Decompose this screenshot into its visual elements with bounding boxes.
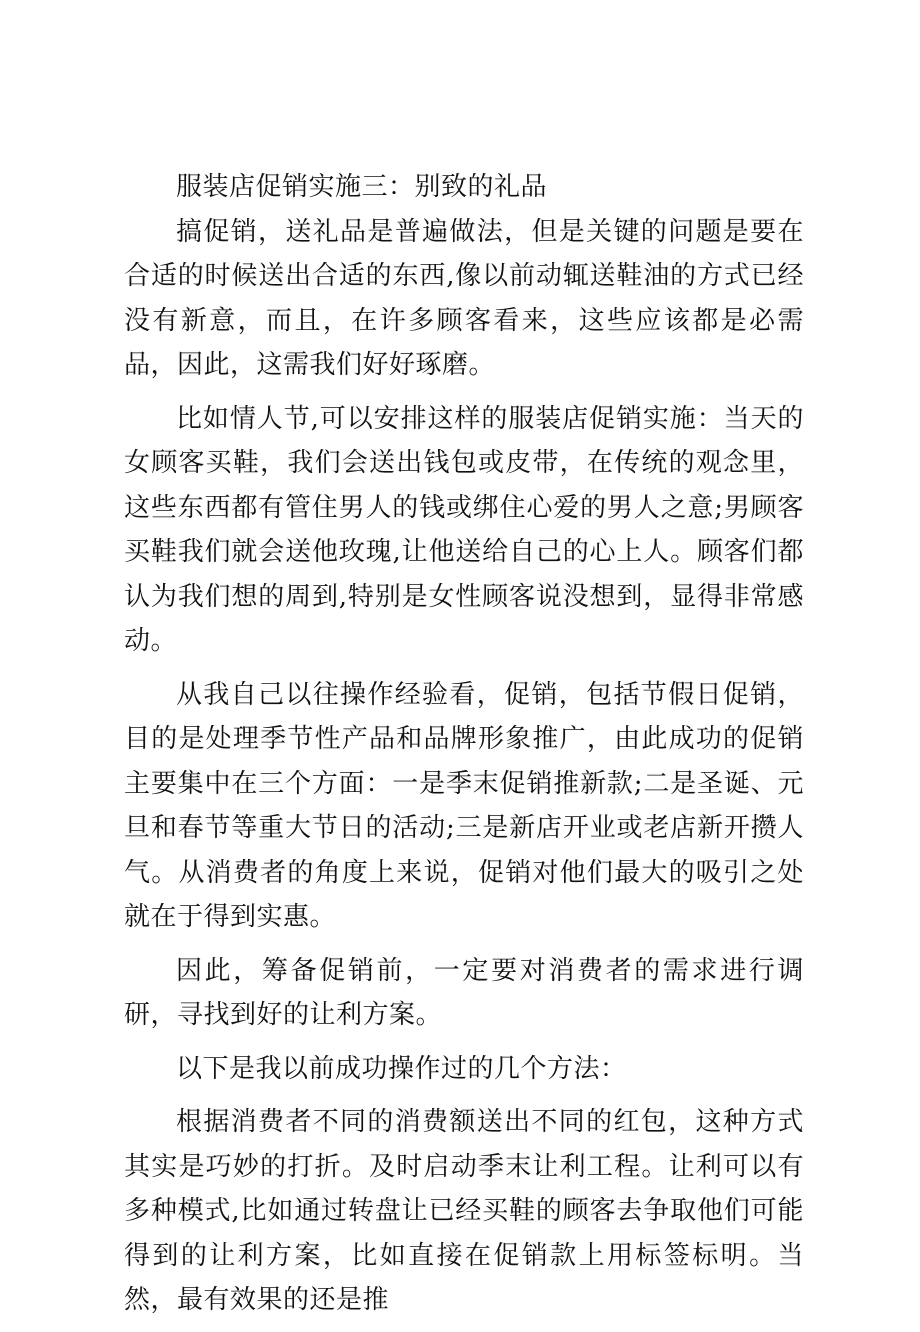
paragraph-experience: 从我自己以往操作经验看，促销，包括节假日促销，目的是处理季节性产品和品牌形象推广，由此成功的促销主要集中在三个方面：一是季末促销推新款;二是圣诞、元旦和春节等重大节日的活动;三是新店开业或老店新开攒人气。从消费者的角度上来说，促销对他们最大的吸引之处就在于得到实惠。 bbox=[124, 679, 804, 932]
paragraph-research: 因此，筹备促销前，一定要对消费者的需求进行调研，寻找到好的让利方案。 bbox=[124, 955, 804, 1030]
document-body bbox=[124, 165, 804, 1332]
section-heading: 服装店促销实施三：别致的礼品 bbox=[176, 172, 548, 202]
paragraph-valentines-example: 比如情人节,可以安排这样的服装店促销实施：当天的女顾客买鞋，我们会送出钱包或皮带，在传统的观念里，这些东西都有管住男人的钱或绑住心爱的男人之意;男顾客买鞋我们就会送他玫瑰,让他送给自己的心上人。顾客们都认为我们想的周到,特别是女性顾客说没想到，显得非常感动。 bbox=[124, 403, 804, 656]
paragraph-gifts: 搞促销，送礼品是普遍做法，但是关键的问题是要在合适的时候送出合适的东西,像以前动辄送鞋油的方式已经没有新意，而且，在许多顾客看来，这些应该都是必需品，因此，这需我们好好琢磨。 bbox=[124, 216, 804, 380]
paragraph-methods-intro: 以下是我以前成功操作过的几个方法： bbox=[176, 1053, 627, 1084]
paragraph-red-envelope: 根据消费者不同的消费额送出不同的红包，这种方式其实是巧妙的打折。及时启动季末让利工程。让利可以有多种模式,比如通过转盘让已经买鞋的顾客去争取他们可能得到的让利方案，比如直接在促销款上用标签标明。当然，最有效果的还是推 bbox=[124, 1107, 804, 1315]
